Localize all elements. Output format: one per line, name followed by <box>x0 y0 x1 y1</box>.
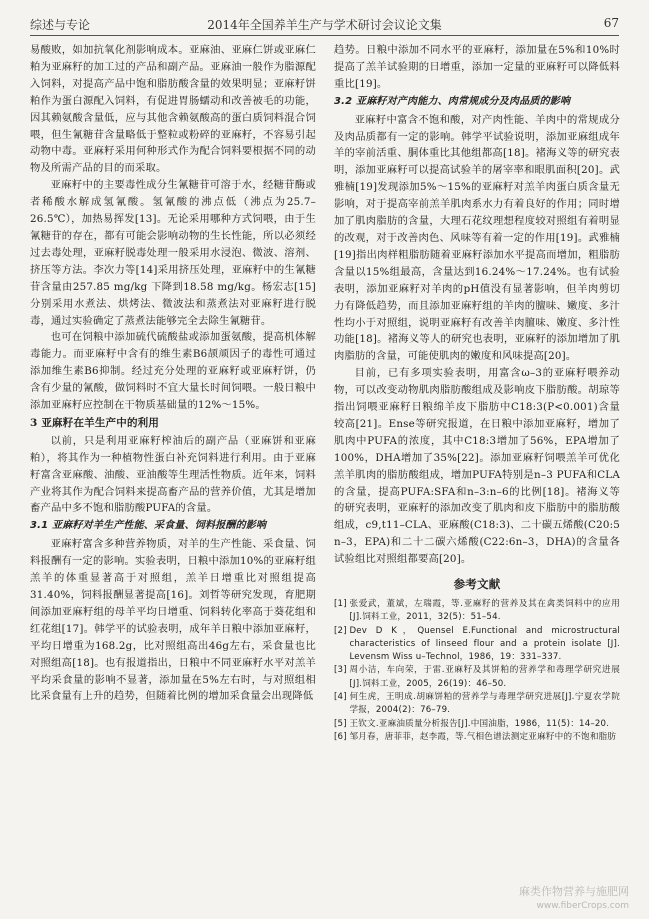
reference-text: 何生虎，王明成.胡麻饼粕的营养学与毒理学研究进展[J].宁夏农学院学报，2004(2)：76–79. <box>349 692 620 716</box>
subsection-heading: 3.2 亚麻籽对产肉能力、肉常规成分及肉品质的影响 <box>334 95 571 107</box>
reference-item <box>334 691 620 718</box>
reference-item <box>334 664 620 691</box>
reference-text: 王钦文.亚麻油质量分析报告[J].中国油脂，1986，11(5)：14–20. <box>349 718 610 729</box>
reference-number: [6] <box>334 731 347 742</box>
reference-item <box>334 598 620 625</box>
paragraph: 易酸败，如加抗氧化剂影响成本。亚麻油、亚麻仁饼或亚麻仁粕为亚麻籽的加工过的产品和副产品。亚麻油一般作为脂源配入饲料，对提高产品中饱和脂肪酸含量的效果明显；亚麻籽饼粕作为蛋白源配入饲料，有促进胃肠蠕动和改善被毛的功能，因其赖氨酸含量低，应与其他含赖氨酸高的蛋白质饲料混合饲喂，但生氰糖苷含量略低于整粒或粉碎的亚麻籽，不容易引起动物中毒。亚麻籽采用何种形式作为配合饲料要根据不同的动物及所需产品的目的而采取。 <box>30 44 316 175</box>
watermark-url: www.fiberCrops.com <box>536 901 629 911</box>
reference-text: 邹月春，唐菲菲，赵李霞，等.气相色谱法测定亚麻籽中的不饱和脂肪 <box>349 731 617 742</box>
left-column <box>30 42 316 705</box>
reference-number: [4] <box>334 692 347 703</box>
watermark-title: 麻类作物营养与施肥网 <box>519 885 629 898</box>
paragraph: 趋势。日粮中添加不同水平的亚麻籽，添加量在5%和10%时提高了羔羊试验期的日增重，添加一定量的亚麻籽可以降低料重比[19]。 <box>334 44 620 90</box>
paragraph: 亚麻籽中富含不饱和酸，对产肉性能、羊肉中的常规成分及肉品质都有一定的影响。韩学平试验说明，添加亚麻组成年羊的宰前活重、胴体重比其他组都高[18]。褚海义等的研究表明，添加亚麻籽可以提高试验羊的屠宰率和眼肌面积[20]。武雅楠[19]发现添加5%～15%的亚麻籽对羔羊肉蛋白质含量无影响，对于提高宰前羔羊肌肉系水力有着良好的作用；同时增加了肌肉脂肪的含量，大理石花纹理想程度较对照组有着明显的改观，对于改善肉色、风味等有着一定的作用[19]。武雅楠[19]指出肉样粗脂肪随着亚麻籽添加水平提高而增加，粗脂肪含量以15%组最高，含量达到16.24%～17.24%。也有试验表明，添加亚麻籽对羊肉的pH值没有显著影响，但羊肉剪切力有降低趋势，而且添加亚麻籽组的羊肉的膻味、嫩度、多汁性均小于对照组，说明亚麻籽有改善羊肉膻味、嫩度、多汁性功能[18]。褚海义等人的研究也表明，亚麻籽的添加增加了肌肉脂肪的含量，可能使肌肉的嫩度和风味提高[20]。 <box>334 113 620 363</box>
reference-number: [5] <box>334 718 347 729</box>
reference-number: [1] <box>334 599 347 609</box>
references-heading: 参考文献 <box>453 577 501 592</box>
paragraph: 也可在饲粮中添加硫代硫酸盐或添加蛋氨酸，提高机体解毒能力。而亚麻籽中含有的维生素B6颉颃因子的毒性可通过添加维生素B6抑制。经过充分处理的亚麻籽或亚麻籽饼，仍含有少量的氰酸，做饲料时不宜大量长时间饲喂。一般日粮中添加亚麻籽应控制在干物质基础量的12%～15%。 <box>30 331 316 412</box>
reference-number: [3] <box>334 665 347 676</box>
reference-item <box>334 731 620 744</box>
right-column <box>334 42 620 744</box>
section-heading: 3 亚麻籽在羊生产中的利用 <box>30 416 160 429</box>
reference-number: [2] <box>334 625 347 636</box>
header-divider <box>30 35 619 36</box>
page-number: 67 <box>603 16 619 30</box>
paragraph: 目前，已有多项实验表明，用富含ω–3的亚麻籽喂养动物，可以改变动物肌肉脂肪酸组成及影响皮下脂肪酸。胡琼等指出饲喂亚麻籽日粮绵羊皮下脂肪中C18:3(P<0.001)含量较高[21]。Ense等研究报道，在日粮中添加亚麻籽，增加了肌肉中PUFA的浓度，其中C18:3增加了56%，EPA增加了100%，DHA增加了35%[22]。添加亚麻籽饲喂羔羊可优化羔羊肌肉的脂肪酸组成，增加PUFA特别是n–3 PUFA和CLA的含量，提高PUFA:SFA和n–3:n–6的比例[18]。褚海义等的研究表明，亚麻籽的添加改变了肌肉和皮下脂肪中的脂肪酸组成，c9,t11–CLA、亚麻酸(C18:3)、二十碳五烯酸(C20:5 n–3，EPA)和二十二碳六烯酸(C22:6n–3，DHA)的含量各试验组比对照组都要高[20]。 <box>334 367 620 566</box>
reference-text: Dev D K，Quensel E.Functional and microstructural characteristics of linseed flour and a protein isolate [J]. Levensm Wiss u–Technol，1986，19：331–337. <box>349 625 620 663</box>
paragraph: 亚麻籽富含多种营养物质，对羊的生产性能、采食量、饲料报酬有一定的影响。实验表明，日粮中添加10%的亚麻籽组羔羊的体重显著高于对照组，羔羊日增重比对照组提高31.40%，饲料报酬显著提高[16]。刘哲等研究发现，育肥期间添加亚麻籽组的母羊平均日增重、饲料转化率高于葵花组和红花组[17]。韩学平的试验表明，成年羊日粮中添加亚麻籽，平均日增重为168.2g，比对照组高出46g左右，采食量也比对照组高[18]。也有报道指出，日粮中不同亚麻籽水平对羔羊平均采食量的影响不显著，添加量在5%左右时，与对照组相比采食量有上升的趋势，但随着比例的增加采食量会出现降低 <box>30 538 316 703</box>
running-header <box>30 12 619 34</box>
watermark <box>519 885 629 913</box>
section-label: 综述与专论 <box>30 18 91 32</box>
reference-text: 张爱武，董斌，左瑞霞，等.亚麻籽的营养及其在禽类饲料中的应用[J].饲料工业，2011，32(5)：51–54. <box>349 599 620 623</box>
reference-item <box>334 625 620 665</box>
reference-text: 周小洁，车向荣，于雷.亚麻籽及其饼粕的营养学和毒理学研究进展[J].饲料工业，2005，26(19)：46–50. <box>349 665 620 689</box>
paragraph: 以前，只是利用亚麻籽榨油后的副产品（亚麻饼和亚麻粕），将其作为一种植物性蛋白补充饲料进行利用。由于亚麻籽富含亚麻酸、油酸、亚油酸等生理活性物质。近年来，饲料产业将其作为配合饲料来提高畜产品的营养价值，尤其是增加畜产品中多不饱和脂肪酸PUFA的含量。 <box>30 434 316 515</box>
proceedings-title: 2014年全国养羊生产与学术研讨会议论文集 <box>207 18 442 32</box>
subsection-heading: 3.1 亚麻籽对羊生产性能、采食量、饲料报酬的影响 <box>30 520 267 532</box>
paragraph: 亚麻籽中的主要毒性成分生氰糖苷可溶于水，经糖苷酶或者稀酸水解成氢氰酸。氢氰酸的沸点低（沸点为25.7–26.5℃），加热易挥发[13]。无论采用哪种方式饲喂，由于生氰糖苷的存在，都有可能会影响动物的生长性能，所以必须经过去毒处理，亚麻籽脱毒处理一般采用水浸泡、微波、溶剂、挤压等方法。李次力等[14]采用挤压处理，亚麻籽中的生氰糖苷含量由257.85 mg/kg 下降到18.58 mg/kg。杨宏志[15]分别采用水煮法、烘烤法、微波法和蒸煮法对亚麻籽进行脱毒，通过实验确定了蒸煮法能够完全去除生氰糖苷。 <box>30 179 316 327</box>
reference-item <box>334 718 620 731</box>
reference-list <box>334 598 620 744</box>
